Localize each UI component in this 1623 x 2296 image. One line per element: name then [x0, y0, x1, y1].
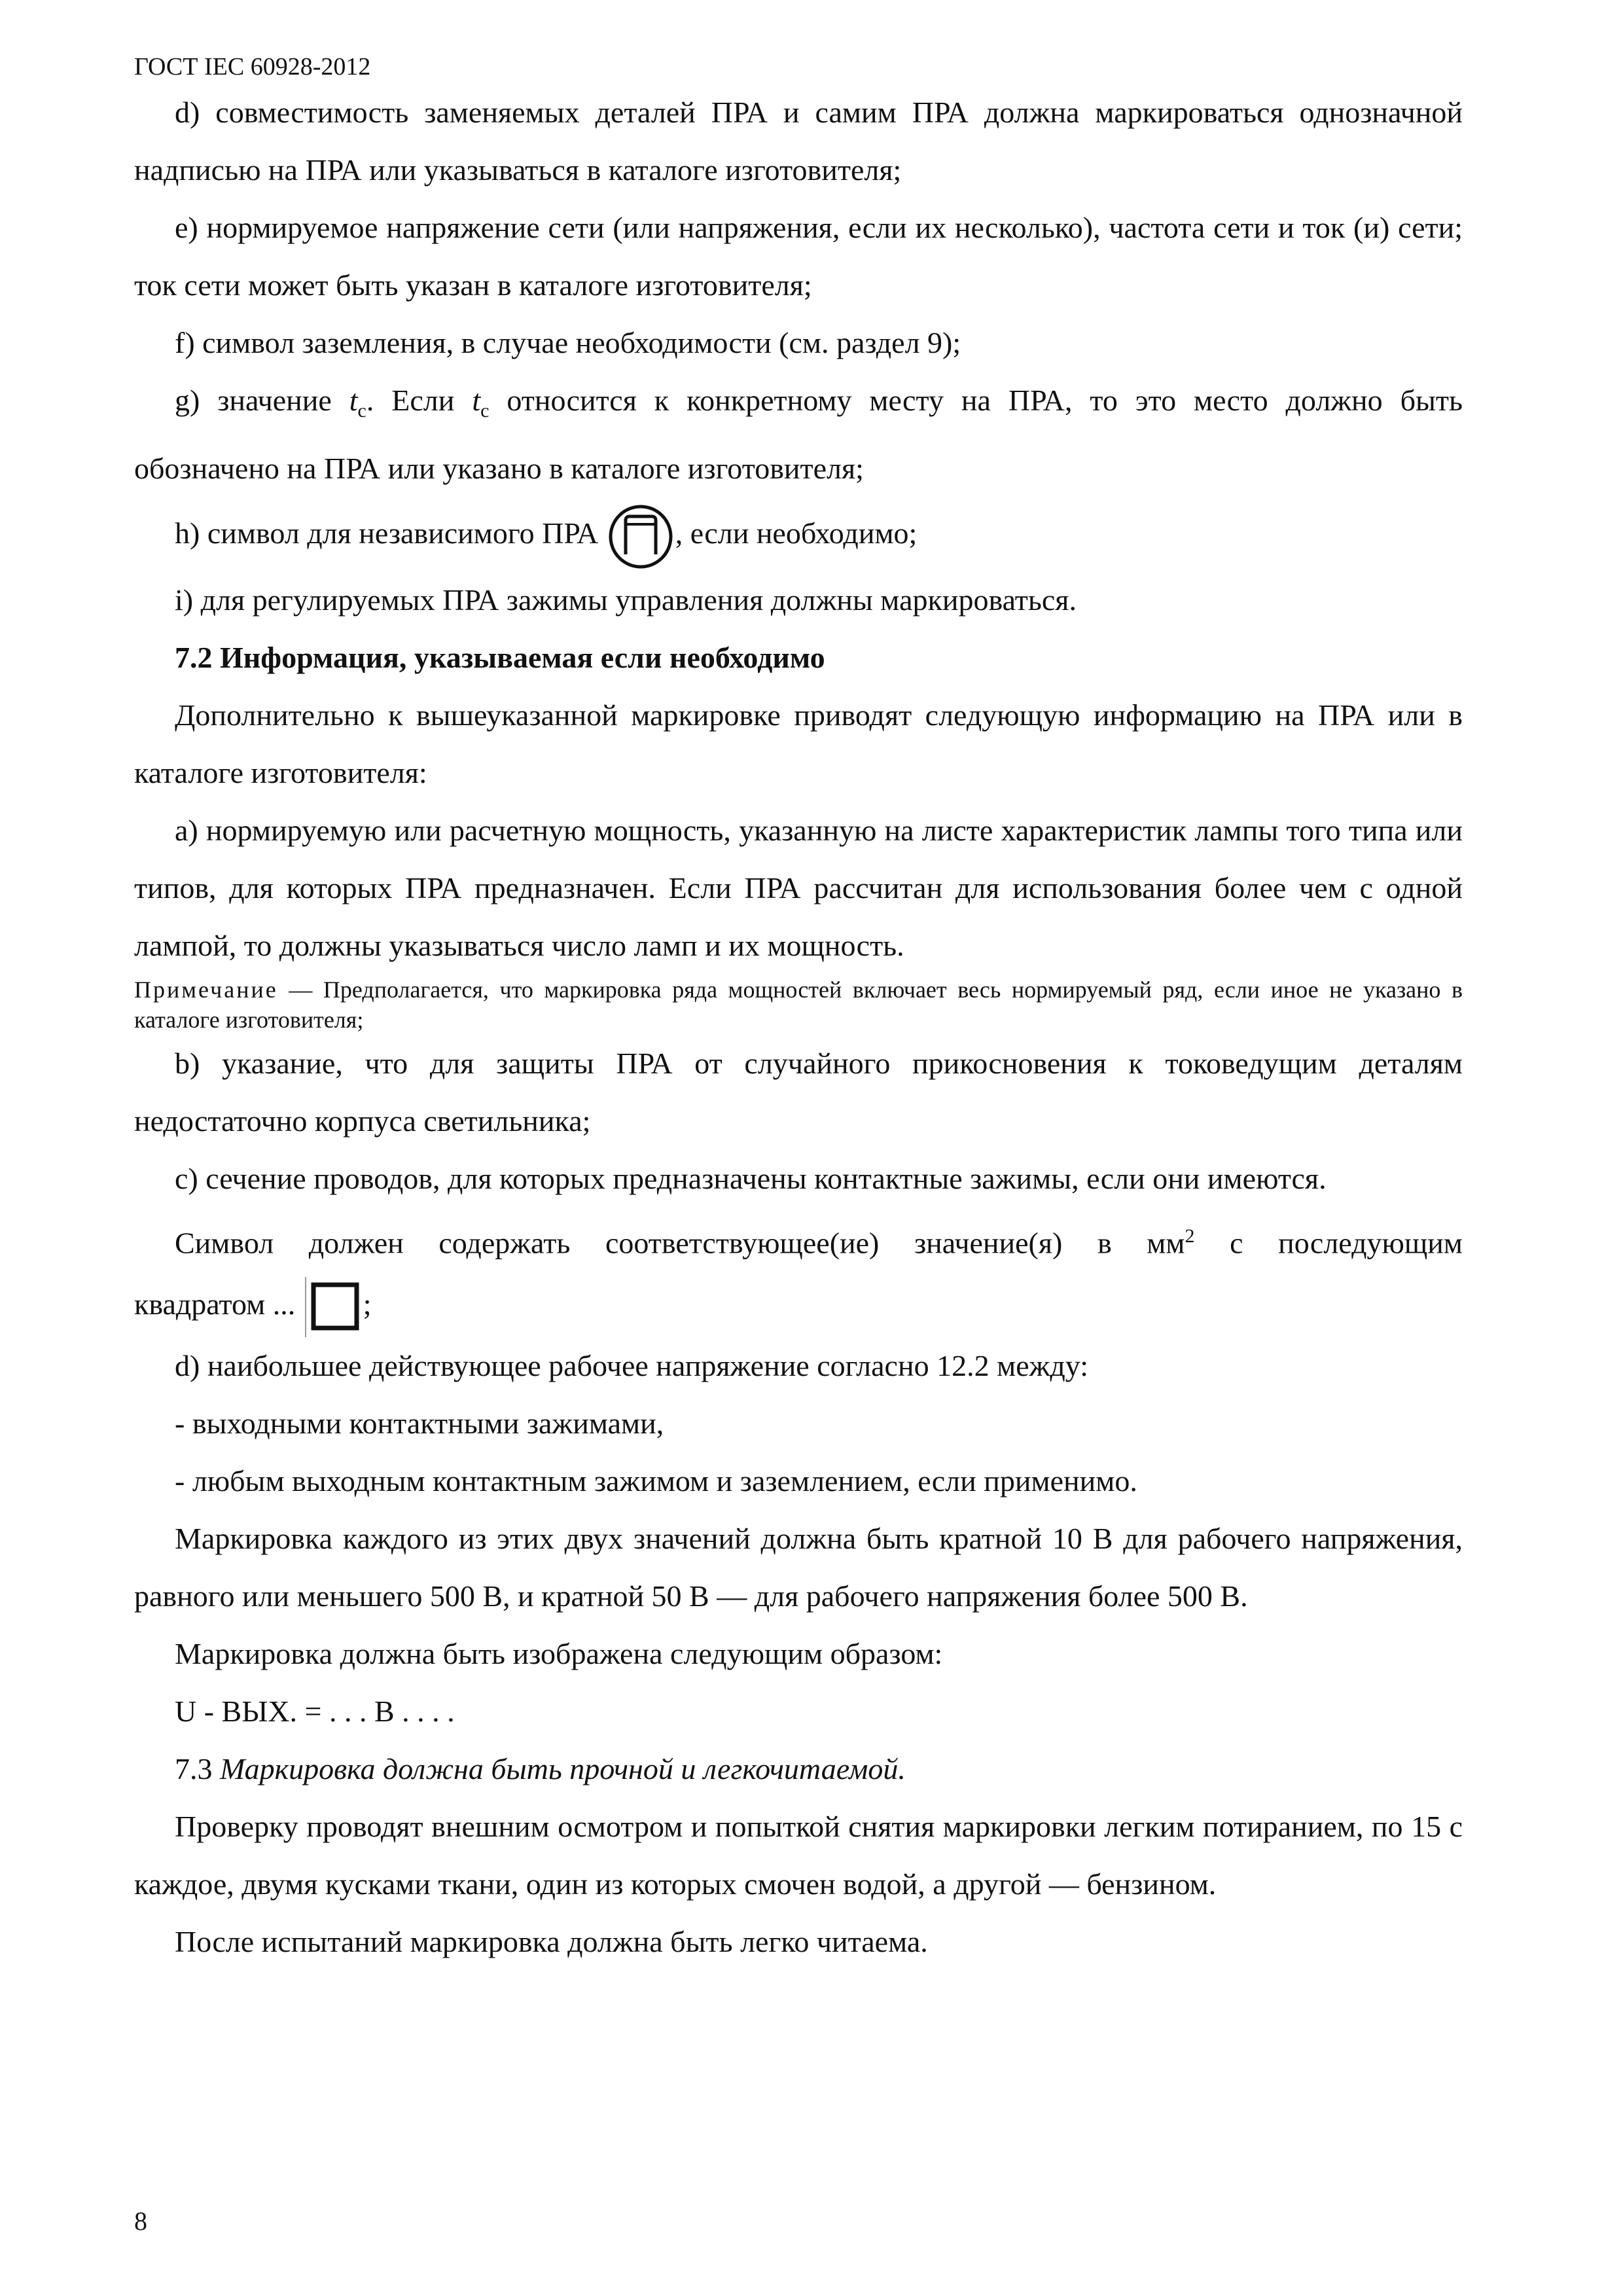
dash-item-output-terminals: - выходными контактными зажимами, — [175, 1407, 664, 1441]
page-number: 8 — [134, 2206, 147, 2236]
section-7-2-intro: Дополнительно к вышеуказанной маркировке приводят следующую информацию на ПРА или в каталоге изготовителя: — [134, 698, 1463, 789]
item-d-working-voltage: d) наибольшее действующее рабочее напряжение согласно 12.2 между: — [175, 1349, 1088, 1383]
marking-formula: U - ВЫХ. = . . . В . . . . — [175, 1695, 455, 1729]
symbol-description: Символ должен содержать соответствующее(ие) значение(я) в $мм^2$ с последующим — [175, 1225, 1463, 1259]
item-e-voltage: e) нормируемое напряжение сети (или напряжения, если их несколько), частота сети и ток (и) сети; ток сети может быть указан в каталоге изготовителя; — [134, 211, 1463, 302]
item-i-control-terminals: i) для регулируемых ПРА зажимы управления должны маркироваться. — [175, 583, 1077, 617]
document-body — [134, 84, 1463, 1971]
item-c-wire-section: c) сечение проводов, для которых предназначены контактные зажимы, если они имеются. — [175, 1161, 1327, 1195]
section-7-3-check: Проверку проводят внешним осмотром и попыткой снятия маркировки легким потиранием, по 15 с каждое, двумя кусками ткани, один из которых смочен водой, а другой — бензином. — [134, 1810, 1463, 1901]
note-text: — Предполагается, что маркировка ряда мощностей включает весь нормируемый ряд, если иное не указано в каталоге изготовителя; — [134, 976, 1463, 1033]
section-7-3-result: После испытаний маркировка должна быть легко читаема. — [175, 1925, 928, 1959]
item-h-independent-symbol: h) символ для независимого ПРА , если необходимо; — [134, 497, 1463, 571]
item-a-power: а) нормируемую или расчетную мощность, указанную на листе характеристик лампы того типа или типов, для которых ПРА предназначен. Если ПРА рассчитан для использования более чем с одной лампой, то должны указываться число ламп и их мощность. — [134, 813, 1463, 962]
item-d-compatibility: d) совместимость заменяемых деталей ПРА и самим ПРА должна маркироваться однозначной надписью на ПРА или указываться в каталоге изготовителя; — [134, 96, 1463, 187]
note-label: Примечание — [134, 976, 278, 1003]
marking-form: Маркировка должна быть изображена следующим образом: — [175, 1637, 943, 1671]
dash-item-terminal-ground: - любым выходным контактным зажимом и заземлением, если применимо. — [175, 1464, 1137, 1498]
section-7-3-heading: 7.3 Маркировка должна быть прочной и легкочитаемой. — [175, 1752, 906, 1786]
independent-ballast-icon — [606, 502, 675, 571]
item-f-grounding: f) символ заземления, в случае необходимости (см. раздел 9); — [175, 326, 961, 359]
item-g-tc-value: g) значение $t_c$. Если $t_c$ относится к конкретному месту на ПРА, то это место должно быть обозначено на ПРА или указано в каталоге изготовителя; — [134, 384, 1463, 486]
note — [134, 975, 1463, 1035]
symbol-square-line: квадратом ... ; — [134, 1272, 1463, 1337]
section-7-2-heading: 7.2 Информация, указываемая если необходимо — [175, 640, 825, 674]
square-icon — [303, 1277, 363, 1337]
document-header: ГОСТ IEC 60928-2012 — [134, 53, 371, 81]
marking-values: Маркировка каждого из этих двух значений должна быть кратной 10 В для рабочего напряжения, равного или меньшего 500 В, и кратной 50 В — для рабочего напряжения более 500 В. — [134, 1522, 1463, 1613]
item-b-protection: b) указание, что для защиты ПРА от случайного прикосновения к токоведущим деталям недостаточно корпуса светильника; — [134, 1046, 1463, 1138]
